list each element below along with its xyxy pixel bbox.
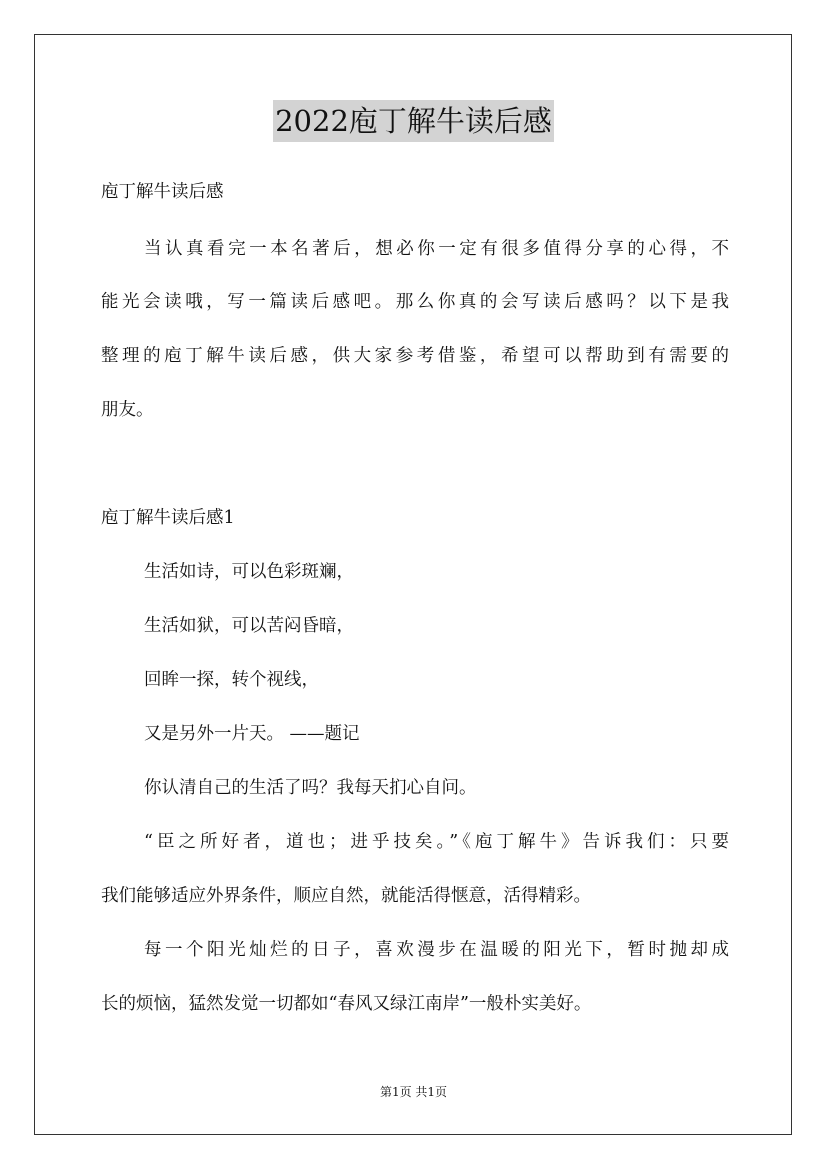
paragraph-line: 整理的庖丁解牛读后感，供大家参考借鉴，希望可以帮助到有需要的 [101, 346, 729, 366]
paragraph-line: 当认真看完一本名著后，想必你一定有很多值得分享的心得，不 [144, 239, 729, 259]
document-title-wrap [0, 100, 827, 146]
poem-line: 又是另外一片天。 ——题记 [144, 724, 360, 744]
paragraph-line: “臣之所好者，道也；进乎技矣。”《庖丁解牛》告诉我们：只要 [144, 832, 729, 852]
poem-line: 生活如狱，可以苦闷昏暗， [144, 616, 354, 636]
paragraph-line: 我们能够适应外界条件，顺应自然，就能活得惬意，活得精彩。 [101, 886, 591, 906]
paragraph-line: 能光会读哦，写一篇读后感吧。那么你真的会写读后感吗？以下是我 [101, 292, 729, 312]
paragraph-line: 长的烦恼，猛然发觉一切都如“春风又绿江南岸”一般朴实美好。 [101, 994, 592, 1014]
paragraph-line: 你认清自己的生活了吗？我每天扪心自问。 [144, 778, 477, 798]
section-heading: 庖丁解牛读后感1 [101, 508, 235, 528]
section-heading: 庖丁解牛读后感 [101, 182, 224, 202]
document-title: 2022庖丁解牛读后感 [273, 100, 554, 142]
paragraph-line: 每一个阳光灿烂的日子，喜欢漫步在温暖的阳光下，暂时抛却成 [144, 940, 729, 960]
page-footer: 第1页 共1页 [379, 1085, 448, 1099]
poem-line: 回眸一探，转个视线， [144, 670, 319, 690]
poem-line: 生活如诗，可以色彩斑斓， [144, 562, 354, 582]
paragraph-line: 朋友。 [101, 400, 154, 420]
